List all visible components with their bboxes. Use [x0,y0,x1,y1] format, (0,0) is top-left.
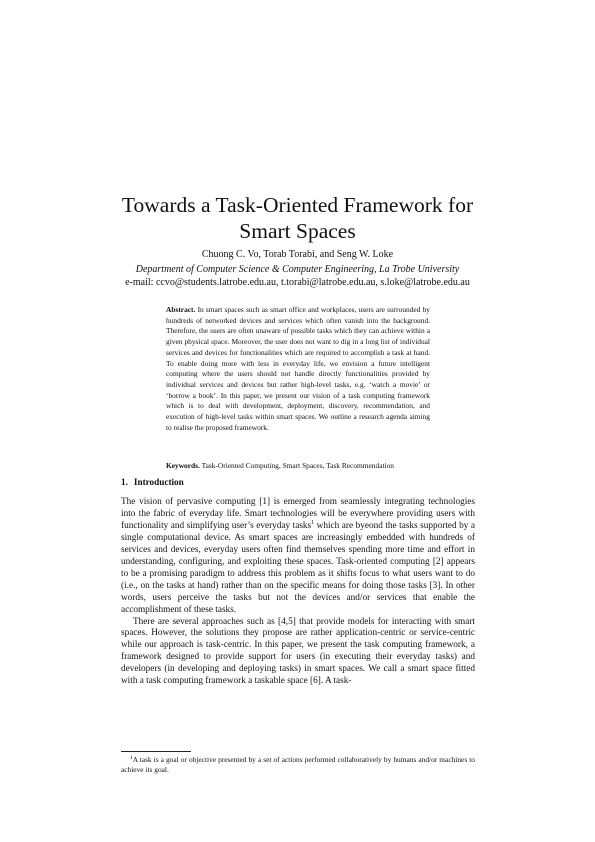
paragraph-1-text-cont: which are byeond the tasks supported by a single computational device. As smart spaces are increasingly embedded with hundreds of services and devices, everyday users often find themselves spending more time and effort in understanding, configuring, and exploiting these spaces. Task-oriented computing [2] appears to be a promising paradigm to address this problem as it shifts focus to what users want to do (i.e., on the tasks at hand) rather than on the specific means for doing those tasks [3]. In other words, users perceive the tasks but not the devices and/or services that enable the accomplishment of these tasks. [121,520,475,615]
footnote-ref[interactable]: 1 [311,519,315,526]
keywords [166,461,430,472]
abstract-label: Abstract. [166,305,196,314]
paragraph-1 [121,497,475,617]
paragraph-2: There are several approaches such as [4,5] that provide models for interacting with smart spaces. However, the solutions they propose are rather application-centric or service-centric while our approach is task-centric. In this paper, we present the task computing framework, a framework designed to provide support for users (in executing their everyday tasks) and developers (in developing and deploying tasks) in smart spaces. We call a smart space fitted with a task computing framework a taskable space [6]. A task- [121,616,475,687]
abstract-text: In smart spaces such as smart office and workplaces, users are surrounded by hundreds of networked devices and services which often vanish into the background. Therefore, the users are often unaware of possible tasks which they can achieve within a given physical space. Moreover, the user does not want to dig in a long list of individual services and devices for functionalities which are required to accomplish a task at hand. To enable doing more with less in everyday life, we envision a future intelligent computing where the users should not handle directly functionalities provided by individual services and devices but rather high-level tasks, e.g. ‘watch a movie’ or ‘borrow a book’. In this paper, we present our vision of a task computing framework which is to deal with development, deployment, discovery, recommendation, and execution of high-level tasks within smart spaces. We outline a research agenda aiming to realise the proposed framework. [166,305,430,432]
keywords-label: Keywords. [166,461,200,470]
abstract [166,305,430,433]
section-number: 1. [121,477,128,487]
section-title: Introduction [133,477,184,487]
body-text [121,497,475,688]
footnote-mark: 1 [130,755,133,761]
author-emails: e-mail: ccvo@students.latrobe.edu.au, t.torabi@latrobe.edu.au, s.loke@latrobe.edu.au [125,277,470,288]
section-heading [121,476,184,488]
footnote [121,755,475,775]
footnote-text: A task is a goal or objective presented by a set of actions performed collaboratively by humans and/or machines to achieve its goal. [121,755,475,774]
paper-title [60,192,535,244]
title-line-2: Smart Spaces [239,219,356,244]
author-list: Chuong C. Vo, Torab Torabi, and Seng W. Loke [201,249,394,260]
title-line-1: Towards a Task-Oriented Framework for [121,193,474,218]
affiliation: Department of Computer Science & Computer Engineering, La Trobe University [135,264,460,275]
keywords-text: Task-Oriented Computing, Smart Spaces, Task Recommendation [201,461,394,470]
paragraph-1-text: The vision of pervasive computing [1] is emerged from seamlessly integrating technologies into the fabric of everyday life. Smart technologies will be everywhere providing users with functionality and simplifying user’s everyday tasks [121,497,475,531]
footnote-rule [121,751,191,752]
